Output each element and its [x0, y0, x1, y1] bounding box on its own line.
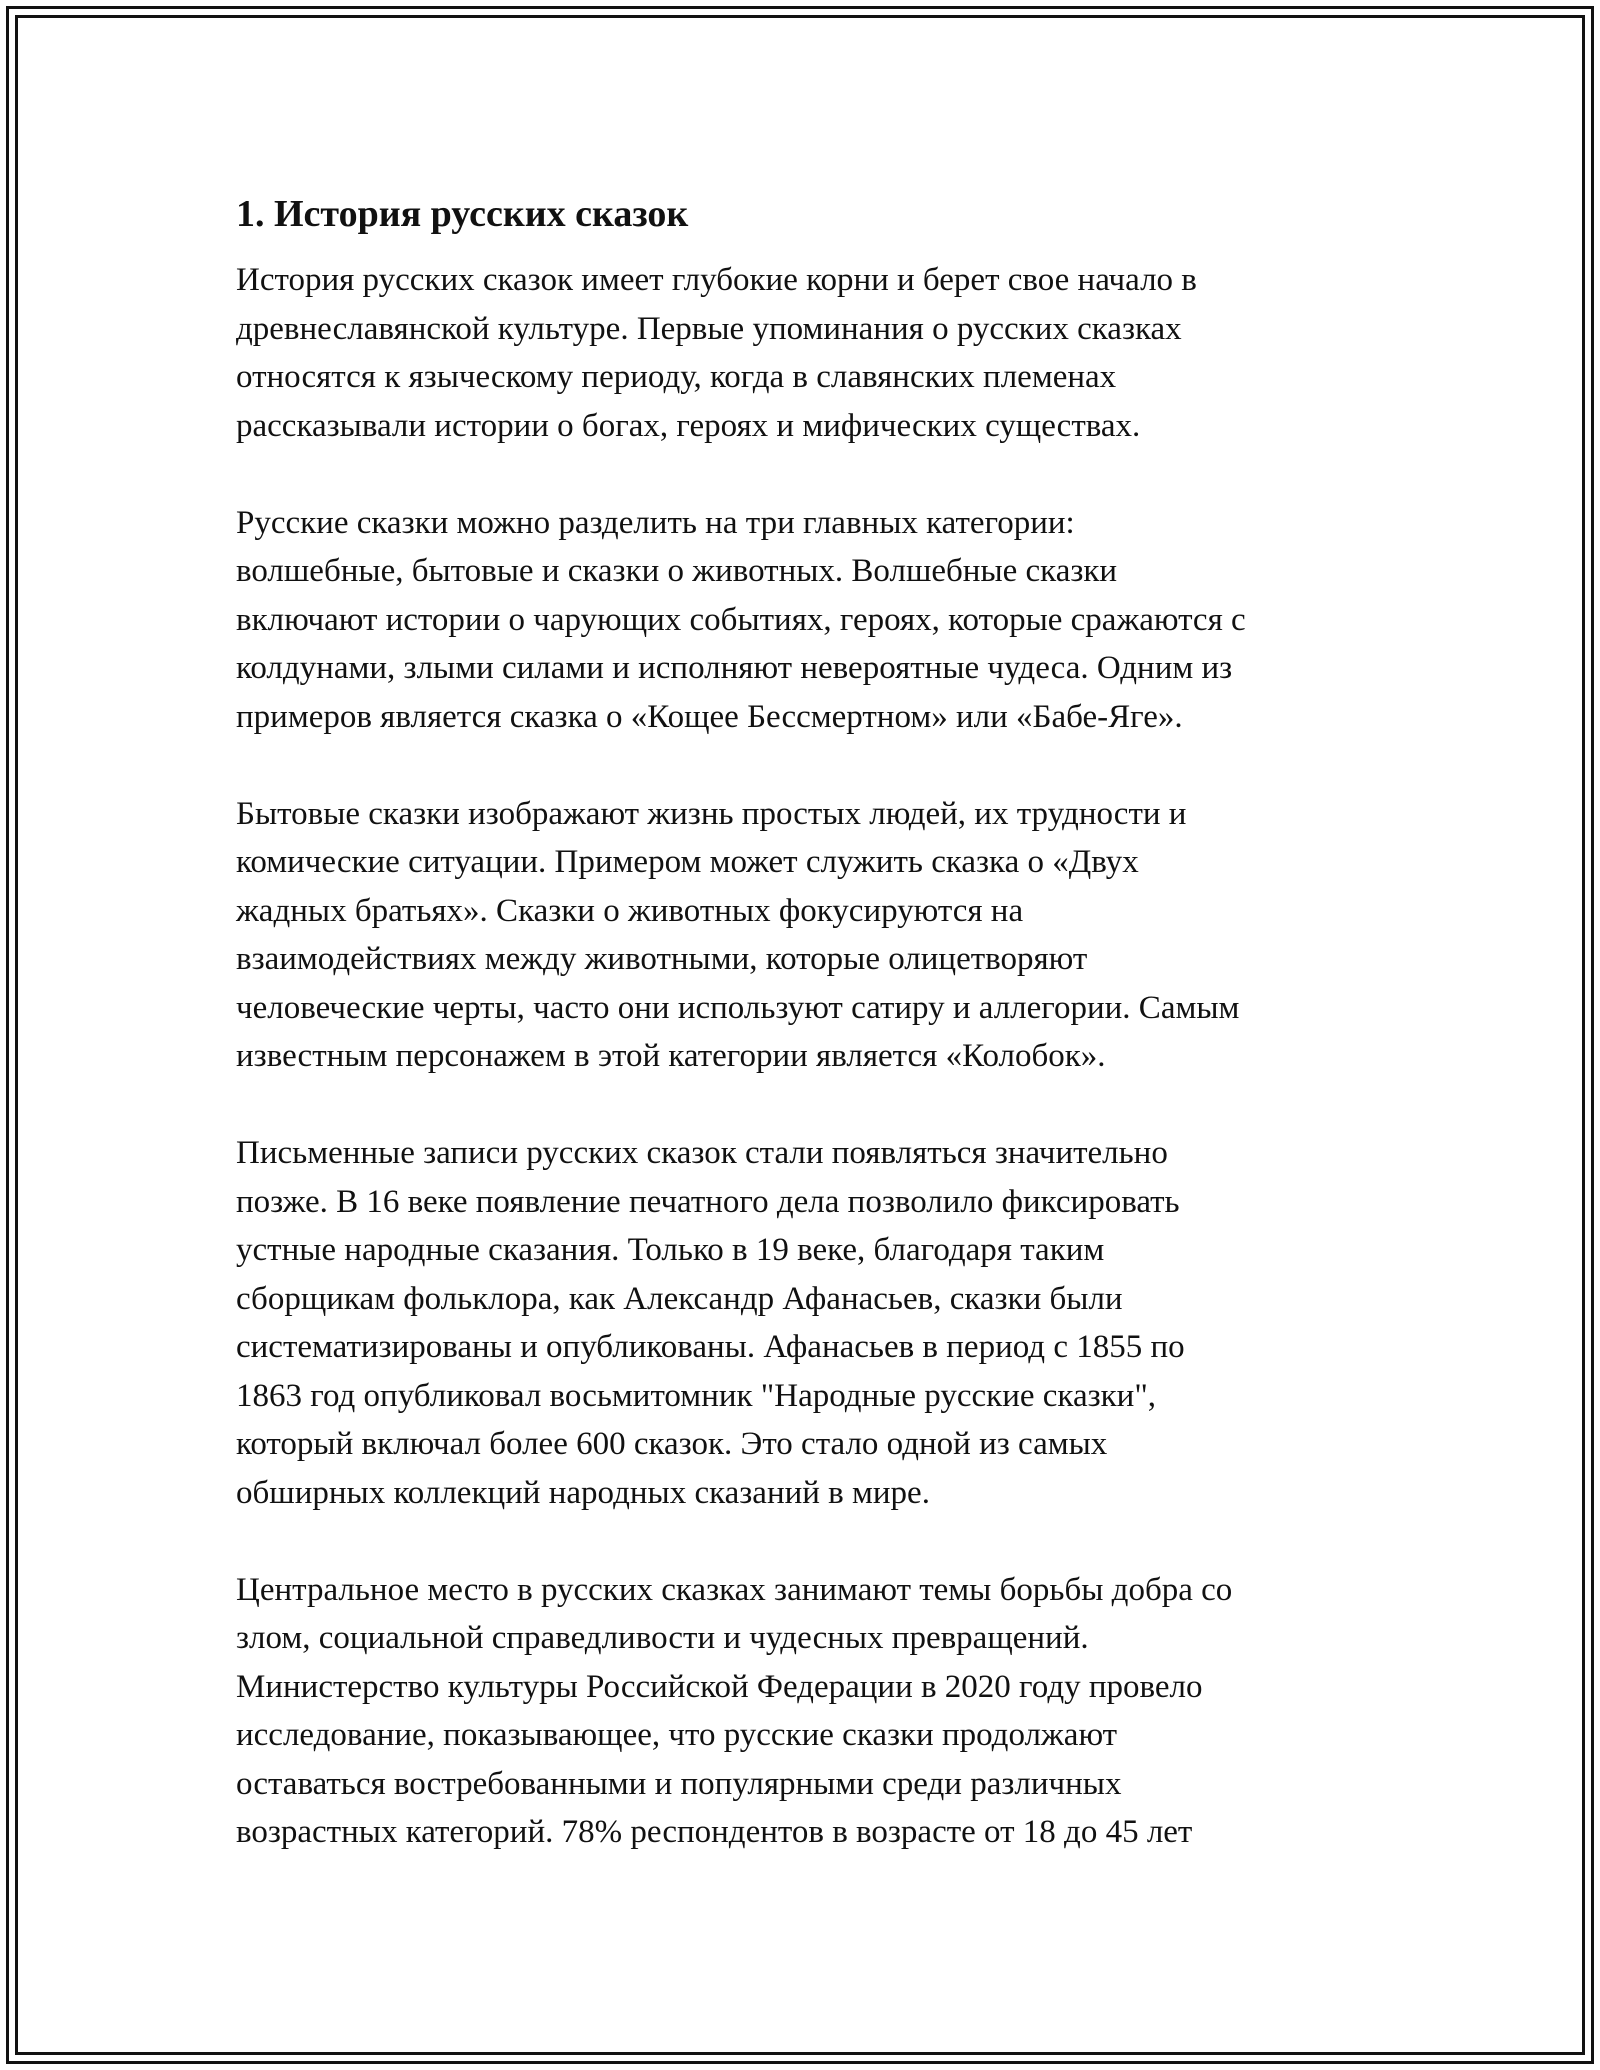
paragraph-categories: Русские сказки можно разделить на три главных категории: волшебные, бытовые и сказки о животных. Волшебные сказки включают истории о чарующих событиях, героях, которые сражаются с колдунами, злыми силами и исполняют невероятные чудеса. Одним из примеров является сказка о «Кощее Бессмертном» или «Бабе-Яге». — [236, 504, 1246, 735]
paragraph-written-records: Письменные записи русских сказок стали появляться значительно позже. В 16 веке появление печатного дела позволило фиксировать устные народные сказания. Только в 19 веке, благодаря таким сборщикам фольклора, как Александр Афанасьев, сказки были систематизированы и опубликованы. Афанасьев в период с 1855 по 1863 год опубликовал восьмитомник "Народные русские сказки", который включал более 600 сказок. Это стало одной из самых обширных коллекций народных сказаний в мире. — [236, 1135, 1185, 1511]
document-body — [236, 184, 1396, 1857]
paragraph-household-animal-tales: Бытовые сказки изображают жизнь простых людей, их трудности и комические ситуации. Примером может служить сказка о «Двух жадных братьях». Сказки о животных фокусируются на взаимодействиях между животными, которые олицетворяют человеческие черты, часто они используют сатиру и аллегории. Самым известным персонажем в этой категории является «Колобок». — [236, 795, 1240, 1074]
section-heading: 1. История русских сказок — [236, 193, 689, 235]
paragraph-central-themes: Центральное место в русских сказках занимают темы борьбы добра со злом, социальной справедливости и чудесных превращений. Министерство культуры Российской Федерации в 2020 году провело исследование, показывающее, что русские сказки продолжают оставаться востребованными и популярными среди различных возрастных категорий. 78% респондентов в возрасте от 18 до 45 лет — [236, 1571, 1233, 1850]
paragraph-history-origins: История русских сказок имеет глубокие корни и берет свое начало в древнеславянской культуре. Первые упоминания о русских сказках относятся к языческому периоду, когда в славянских племенах рассказывали истории о богах, героях и мифических существах. — [236, 262, 1197, 444]
